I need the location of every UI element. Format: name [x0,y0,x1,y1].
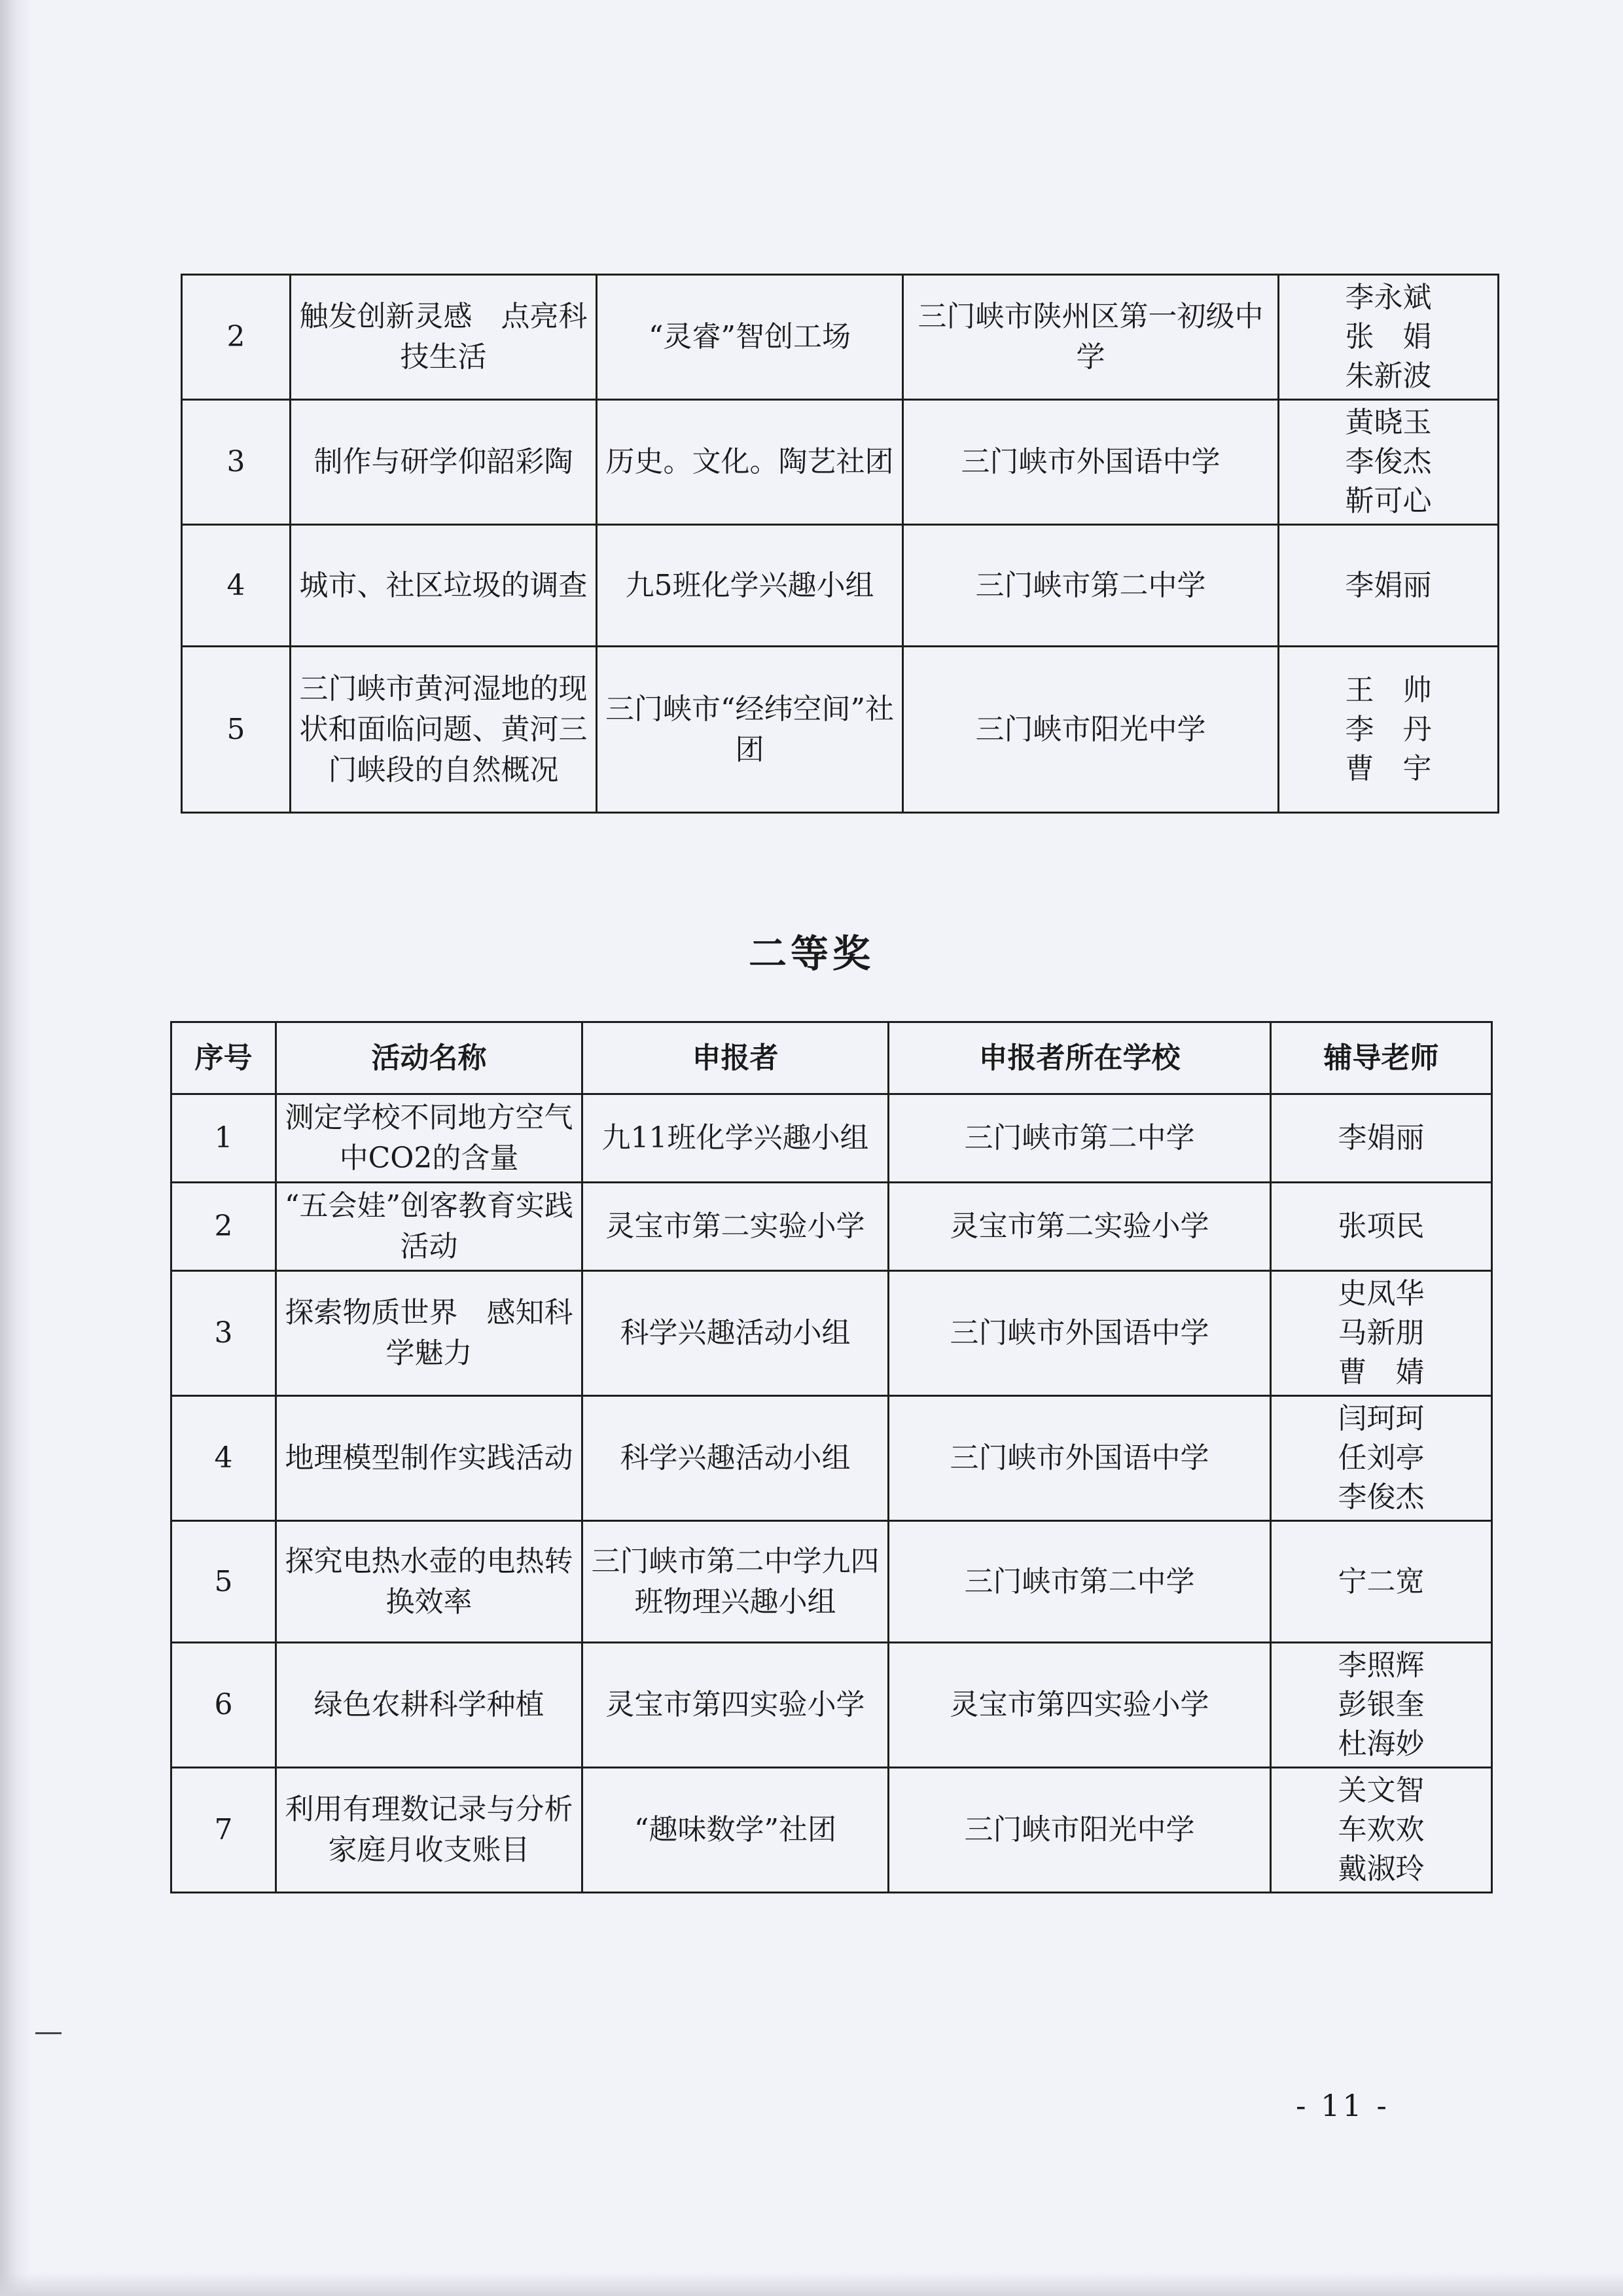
activity-name-cell: 三门峡市黄河湿地的现状和面临问题、黄河三门峡段的自然概况 [291,647,597,813]
teacher-cell [1271,1643,1492,1768]
applicant-cell: 三门峡市“经纬空间”社团 [597,647,903,813]
row-number-cell: 5 [182,647,291,813]
school-cell: 三门峡市外国语中学 [903,400,1279,525]
applicant-cell: 科学兴趣活动小组 [582,1271,889,1396]
applicant-cell: 九5班化学兴趣小组 [597,525,903,647]
applicant-cell: 灵宝市第二实验小学 [582,1183,889,1271]
table-row [171,1396,1492,1521]
row-number-cell: 3 [171,1271,276,1396]
row-number-cell: 7 [171,1768,276,1893]
teacher-cell [1271,1183,1492,1271]
applicant-cell: 九11班化学兴趣小组 [582,1094,889,1183]
teacher-name: 曹 宇 [1345,751,1432,785]
scan-edge-shadow [0,0,30,2296]
teacher-name: 张 娟 [1345,320,1432,353]
school-cell: 灵宝市第四实验小学 [889,1643,1271,1768]
table-row [171,1643,1492,1768]
teacher-name: 马新朋 [1338,1316,1425,1350]
activity-name-cell: 触发创新灵感 点亮科技生活 [291,275,597,400]
teacher-name: 李 丹 [1345,712,1432,746]
teacher-name: 李照辉 [1338,1649,1425,1682]
teacher-name: 史凤华 [1338,1277,1425,1310]
teacher-name: 李永斌 [1345,281,1432,314]
page-number: - 11 - [1296,2088,1389,2123]
table-row [171,1094,1492,1183]
activity-name-cell: 测定学校不同地方空气中CO2的含量 [276,1094,582,1183]
activity-name-cell: 探索物质世界 感知科学魅力 [276,1271,582,1396]
applicant-cell: “趣味数学”社团 [582,1768,889,1893]
table-row [182,400,1499,525]
school-cell: 三门峡市陕州区第一初级中学 [903,275,1279,400]
row-number-cell: 2 [182,275,291,400]
teacher-name: 闫珂珂 [1338,1402,1425,1435]
teacher-name: 曹 婧 [1338,1355,1425,1389]
teacher-name: 靳可心 [1345,484,1432,518]
teacher-name: 黄晓玉 [1345,406,1432,439]
teacher-name: 车欢欢 [1338,1813,1425,1846]
teacher-cell [1279,525,1499,647]
header-activity: 活动名称 [276,1022,582,1094]
school-cell: 灵宝市第二实验小学 [889,1183,1271,1271]
teacher-cell [1271,1396,1492,1521]
table-row [171,1183,1492,1271]
first-prize-table-body [182,275,1499,813]
teacher-cell [1271,1094,1492,1183]
applicant-cell: 科学兴趣活动小组 [582,1396,889,1521]
row-number-cell: 6 [171,1643,276,1768]
table-row [171,1521,1492,1643]
second-prize-heading: 二等奖 [748,931,874,976]
margin-mark [35,2032,62,2034]
header-applicant: 申报者 [582,1022,889,1094]
table-row [171,1271,1492,1396]
activity-name-cell: 利用有理数记录与分析家庭月收支账目 [276,1768,582,1893]
activity-name-cell: 制作与研学仰韶彩陶 [291,400,597,525]
teacher-name: 杜海妙 [1338,1727,1425,1761]
teacher-name: 李俊杰 [1338,1480,1425,1514]
activity-name-cell: 地理模型制作实践活动 [276,1396,582,1521]
teacher-cell [1279,647,1499,813]
teacher-name: 宁二宽 [1338,1564,1425,1598]
teacher-name: 王 帅 [1345,673,1432,707]
applicant-cell: “灵睿”智创工场 [597,275,903,400]
teacher-name: 张项民 [1338,1210,1425,1243]
second-prize-header-row [171,1022,1492,1094]
row-number-cell: 3 [182,400,291,525]
teacher-cell [1271,1271,1492,1396]
teacher-cell [1271,1521,1492,1643]
teacher-name: 彭银奎 [1338,1688,1425,1721]
school-cell: 三门峡市第二中学 [889,1094,1271,1183]
table-row [182,275,1499,400]
row-number-cell: 1 [171,1094,276,1183]
table-row [171,1768,1492,1893]
school-cell: 三门峡市第二中学 [889,1521,1271,1643]
header-no: 序号 [171,1022,276,1094]
teacher-cell [1279,275,1499,400]
applicant-cell: 灵宝市第四实验小学 [582,1643,889,1768]
second-prize-table-body [171,1094,1492,1893]
row-number-cell: 2 [171,1183,276,1271]
activity-name-cell: 城市、社区垃圾的调查 [291,525,597,647]
teacher-name: 关文智 [1338,1774,1425,1807]
school-cell: 三门峡市第二中学 [903,525,1279,647]
teacher-cell [1271,1768,1492,1893]
teacher-name: 任刘亭 [1338,1441,1425,1475]
row-number-cell: 4 [171,1396,276,1521]
header-teacher: 辅导老师 [1271,1022,1492,1094]
teacher-name: 李俊杰 [1345,445,1432,478]
row-number-cell: 4 [182,525,291,647]
school-cell: 三门峡市外国语中学 [889,1271,1271,1396]
school-cell: 三门峡市阳光中学 [889,1768,1271,1893]
activity-name-cell: 绿色农耕科学种植 [276,1643,582,1768]
school-cell: 三门峡市外国语中学 [889,1396,1271,1521]
teacher-name: 朱新波 [1345,359,1432,393]
row-number-cell: 5 [171,1521,276,1643]
header-school: 申报者所在学校 [889,1022,1271,1094]
activity-name-cell: 探究电热水壶的电热转换效率 [276,1521,582,1643]
table-row [182,525,1499,647]
teacher-name: 李娟丽 [1345,568,1432,602]
table-row [182,647,1499,813]
first-prize-continued-table [181,274,1499,814]
school-cell: 三门峡市阳光中学 [903,647,1279,813]
teacher-name: 戴淑玲 [1338,1852,1425,1886]
applicant-cell: 三门峡市第二中学九四班物理兴趣小组 [582,1521,889,1643]
applicant-cell: 历史。文化。陶艺社团 [597,400,903,525]
teacher-cell [1279,400,1499,525]
scan-bottom-shadow [0,2272,1623,2296]
teacher-name: 李娟丽 [1338,1121,1425,1155]
activity-name-cell: “五会娃”创客教育实践活动 [276,1183,582,1271]
second-prize-table [170,1021,1493,1893]
